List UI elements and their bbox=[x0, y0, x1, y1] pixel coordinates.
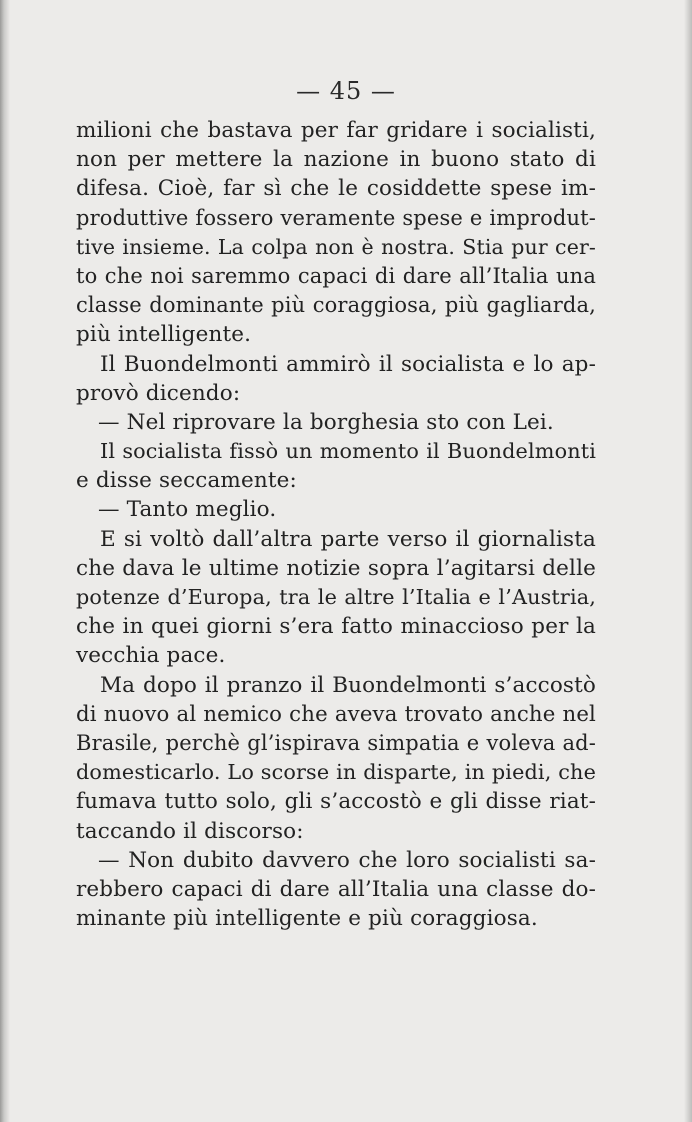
text-line: Ma dopo il pranzo il Buondelmonti s’accostò bbox=[100, 672, 596, 698]
text-line: Il socialista fissò un momento il Buondelmonti bbox=[100, 439, 596, 464]
text-line: to che noi saremmo capaci di dare all’Italia una bbox=[76, 263, 596, 288]
text-line: — Non dubito davvero che loro socialisti sa- bbox=[98, 847, 596, 873]
text-line: — Nel riprovare la borghesia sto con Lei. bbox=[98, 409, 554, 435]
text-line: domesticarlo. Lo scorse in disparte, in piedi, che bbox=[76, 760, 596, 785]
text-line: E si voltò dall’altra parte verso il giornalista bbox=[100, 526, 596, 552]
text-line: difesa. Cioè, far sì che le cosiddette spese im- bbox=[76, 176, 596, 202]
text-line: non per mettere la nazione in buono stato di bbox=[76, 147, 596, 173]
text-line: che in quei giorni s’era fatto minaccioso per la bbox=[76, 614, 596, 640]
text-line: e disse seccamente: bbox=[76, 468, 297, 494]
text-line: milioni che bastava per far gridare i socialisti, bbox=[76, 118, 596, 143]
text-line: tive insieme. La colpa non è nostra. Stia pur cer- bbox=[76, 234, 596, 259]
text-line: più intelligente. bbox=[76, 322, 252, 348]
text-line: Brasile, perchè gl’ispirava simpatia e voleva ad- bbox=[76, 730, 596, 755]
text-line: — Tanto meglio. bbox=[98, 497, 277, 523]
text-line: potenze d’Europa, tra le altre l’Italia e l’Austria, bbox=[76, 585, 596, 609]
text-line: minante più intelligente e più coraggiosa. bbox=[76, 906, 538, 932]
text-line: rebbero capaci di dare all’Italia una classe do- bbox=[76, 876, 596, 902]
body-text bbox=[76, 116, 596, 933]
text-line: provò dicendo: bbox=[76, 380, 241, 406]
page-left-edge bbox=[0, 0, 10, 1122]
page-right-edge bbox=[684, 0, 692, 1122]
text-line: produttive fossero veramente spese e improdut- bbox=[76, 205, 596, 230]
page-number: — 45 — bbox=[296, 77, 396, 105]
text-line: vecchia pace. bbox=[76, 643, 226, 669]
text-line: classe dominante più coraggiosa, più gagliarda, bbox=[76, 293, 596, 318]
text-line: che dava le ultime notizie sopra l’agitarsi delle bbox=[76, 555, 596, 581]
text-line: di nuovo al nemico che aveva trovato anche nel bbox=[76, 701, 596, 727]
text-line: Il Buondelmonti ammirò il socialista e lo ap- bbox=[100, 351, 596, 377]
text-line: taccando il discorso: bbox=[76, 818, 304, 844]
text-line: fumava tutto solo, gli s’accostò e gli disse riat- bbox=[76, 789, 596, 815]
